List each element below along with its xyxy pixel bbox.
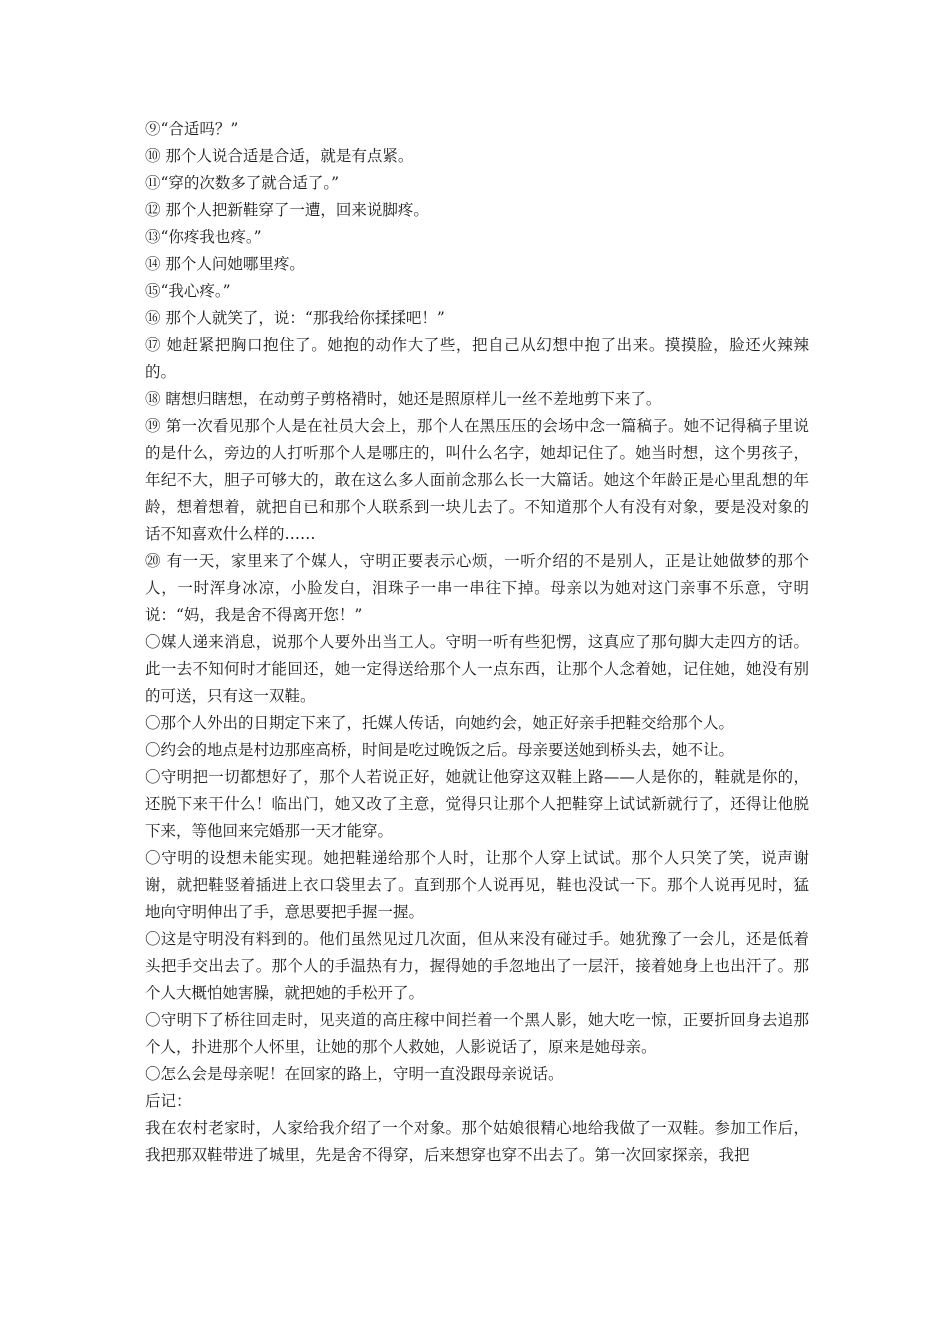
paragraph-16: ⑯ 那个人就笑了，说：“那我给你揉揉吧！” xyxy=(145,309,445,327)
paragraph-25: 〇守明的设想未能实现。她把鞋递给那个人时，让那个人穿上试试。那个人只笑了笑，说声谢谢，就把鞋竖着插进上衣口袋里去了。直到那个人说再见，鞋也没试一下。那个人说再见时，猛地向守明伸出了手，意思要把手握一握。 xyxy=(145,849,809,921)
paragraph-9: ⑨“合适吗？” xyxy=(145,120,239,138)
paragraph-28: 〇怎么会是母亲呢！在回家的路上，守明一直没跟母亲说话。 xyxy=(145,1065,564,1083)
paragraph-22: 〇那个人外出的日期定下来了，托媒人传话，向她约会，她正好亲手把鞋交给那个人。 xyxy=(145,714,735,732)
paragraph-12: ⑫ 那个人把新鞋穿了一遭，回来说脚疼。 xyxy=(145,201,429,219)
paragraph-14: ⑭ 那个人问她哪里疼。 xyxy=(145,255,305,273)
paragraph-11: ⑪“穿的次数多了就合适了。” xyxy=(145,174,340,192)
paragraph-20: ⑳ 有一天，家里来了个媒人，守明正要表示心烦，一听介绍的不是别人，正是让她做梦的那个人，一时浑身冰凉，小脸发白，泪珠子一串一串往下掉。母亲以为她对这门亲事不乐意，守明说：“妈，我是舍不得离开您！” xyxy=(145,552,809,624)
paragraph-10: ⑩ 那个人说合适是合适，就是有点紧。 xyxy=(145,147,414,165)
paragraph-23: 〇约会的地点是村边那座高桥，时间是吃过晚饭之后。母亲要送她到桥头去，她不让。 xyxy=(145,741,735,759)
paragraph-18: ⑱ 瞎想归瞎想，在动剪子剪格褙时，她还是照原样儿一丝不差地剪下来了。 xyxy=(145,390,662,408)
paragraph-17: ⑰ 她赶紧把胸口抱住了。她抱的动作大了些，把自己从幻想中抱了出来。摸摸脸，脸还火辣辣的。 xyxy=(145,336,809,381)
paragraph-13: ⑬“你疼我也疼。” xyxy=(145,228,262,246)
paragraph-24: 〇守明把一切都想好了，那个人若说正好，她就让他穿这双鞋上路——人是你的，鞋就是你的，还脱下来干什么！临出门，她又改了主意，觉得只让那个人把鞋穿上试试新就行了，还得让他脱下来，等他回来完婚那一天才能穿。 xyxy=(145,768,809,840)
paragraph-21: 〇媒人递来消息，说那个人要外出当工人。守明一听有些犯愣，这真应了那句脚大走四方的话。此一去不知何时才能回还，她一定得送给那个人一点东西，让那个人念着她，记住她，她没有别的可送，只有这一双鞋。 xyxy=(145,633,809,705)
paragraph-19: ⑲ 第一次看见那个人是在社员大会上，那个人在黑压压的会场中念一篇稿子。她不记得稿子里说的是什么，旁边的人打听那个人是哪庄的，叫什么名字，她却记住了。她当时想，这个男孩子，年纪不大，胆子可够大的，敢在这么多人面前念那么长一大篇话。她这个年龄正是心里乱想的年龄，想着想着，就把自已和那个人联系到一块儿去了。不知道那个人有没有对象，要是没对象的话不知喜欢什么样的…… xyxy=(145,417,809,543)
afterword-paragraph: 我在农村老家时，人家给我介绍了一个对象。那个姑娘很精心地给我做了一双鞋。参加工作后，我把那双鞋带进了城里，先是舍不得穿，后来想穿也穿不出去了。第一次回家探亲，我把 xyxy=(145,1119,809,1164)
document-body xyxy=(145,116,809,1169)
paragraph-27: 〇守明下了桥往回走时，见夹道的高庄稼中间拦着一个黑人影，她大吃一惊，正要折回身去追那个人，扑进那个人怀里，让她的那个人救她，人影说话了，原来是她母亲。 xyxy=(145,1011,809,1056)
paragraph-15: ⑮“我心疼。” xyxy=(145,282,231,300)
afterword-heading: 后记： xyxy=(145,1092,192,1110)
paragraph-26: 〇这是守明没有料到的。他们虽然见过几次面，但从来没有碰过手。她犹豫了一会儿，还是低着头把手交出去了。那个人的手温热有力，握得她的手忽地出了一层汗，接着她身上也出汗了。那个人大概怕她害臊，就把她的手松开了。 xyxy=(145,930,809,1002)
